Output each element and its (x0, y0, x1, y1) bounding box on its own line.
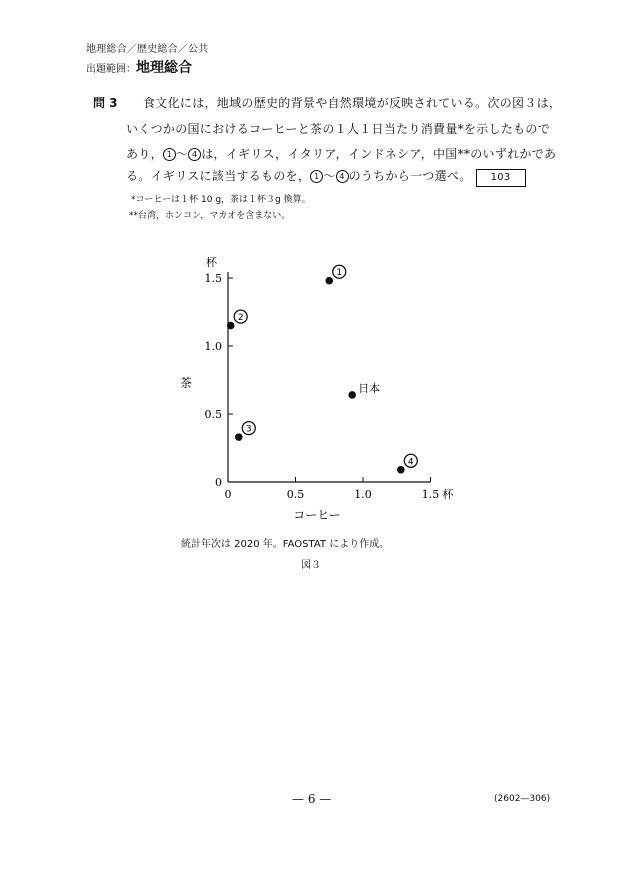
footnote-coffee-tea: *コーヒーは１杯 10 g，茶は１杯３g 換算。 (131, 195, 311, 205)
page-number: — 6 — (292, 792, 332, 806)
data-point (348, 391, 356, 399)
range-separator-2: ～ (323, 169, 336, 183)
y-unit-label: 杯 (206, 256, 217, 269)
answer-number-box: 103 (476, 169, 526, 187)
figure-source: 統計年次は 2020 年。FAOSTAT により作成。 (181, 539, 390, 550)
range-separator: ～ (175, 147, 189, 161)
point-label: 4 (407, 457, 414, 468)
line3-end: は，イギリス，イタリア，インドネシア，中国**のいずれかであ (201, 147, 557, 161)
x-tick-label: 1.0 (354, 488, 372, 501)
data-point (235, 433, 243, 441)
x-unit-label: 杯 (442, 488, 454, 501)
axis-ticks (205, 272, 440, 501)
scope-label: 出題範囲： (86, 64, 136, 75)
y-tick-label: 0 (215, 476, 222, 489)
data-point (325, 277, 333, 285)
question-line-1: 食文化には，地域の歴史的背景や自然環境が反映されている。次の図３は， (143, 96, 562, 110)
data-points (227, 265, 417, 473)
data-point (227, 322, 235, 330)
data-point (397, 466, 405, 474)
x-tick-label: 0 (224, 488, 232, 501)
x-tick-label: 0.5 (286, 488, 305, 501)
line4-end: のうちから一つ選べ。 (348, 169, 472, 183)
y-axis-title: 茶 (180, 376, 193, 390)
exam-code: (2602—306) (494, 794, 551, 804)
footnote-china: **台湾，ホンコン，マカオを含まない。 (129, 211, 291, 221)
point-label: 1 (336, 268, 343, 279)
choice-marker-end-2: 4 (336, 170, 349, 183)
y-tick-label: 1.5 (204, 272, 222, 285)
question-line-2: いくつかの国におけるコーヒーと茶の１人１日当たり消費量*を示したもので (126, 122, 551, 136)
choice-marker-end: 4 (188, 148, 201, 161)
point-label: 3 (245, 424, 252, 435)
scope-value: 地理総合 (136, 60, 192, 76)
line3-start: あり， (126, 147, 163, 161)
point-label: 日本 (358, 381, 381, 395)
subjects-header: 地理総合／歴史総合／公共 (86, 44, 209, 55)
figure-caption: 図３ (301, 560, 321, 571)
choice-marker-start-2: 1 (310, 170, 323, 183)
y-tick-label: 1.0 (204, 340, 222, 353)
question-label: 問 3 (93, 96, 118, 110)
choice-marker-start: 1 (163, 148, 176, 161)
y-tick-label: 0.5 (204, 408, 222, 421)
line4-start: る。イギリスに該当するものを， (126, 169, 311, 183)
x-tick-label: 1.5 (421, 488, 440, 501)
point-label: 2 (237, 313, 244, 324)
x-axis-title: コーヒー (293, 508, 341, 522)
